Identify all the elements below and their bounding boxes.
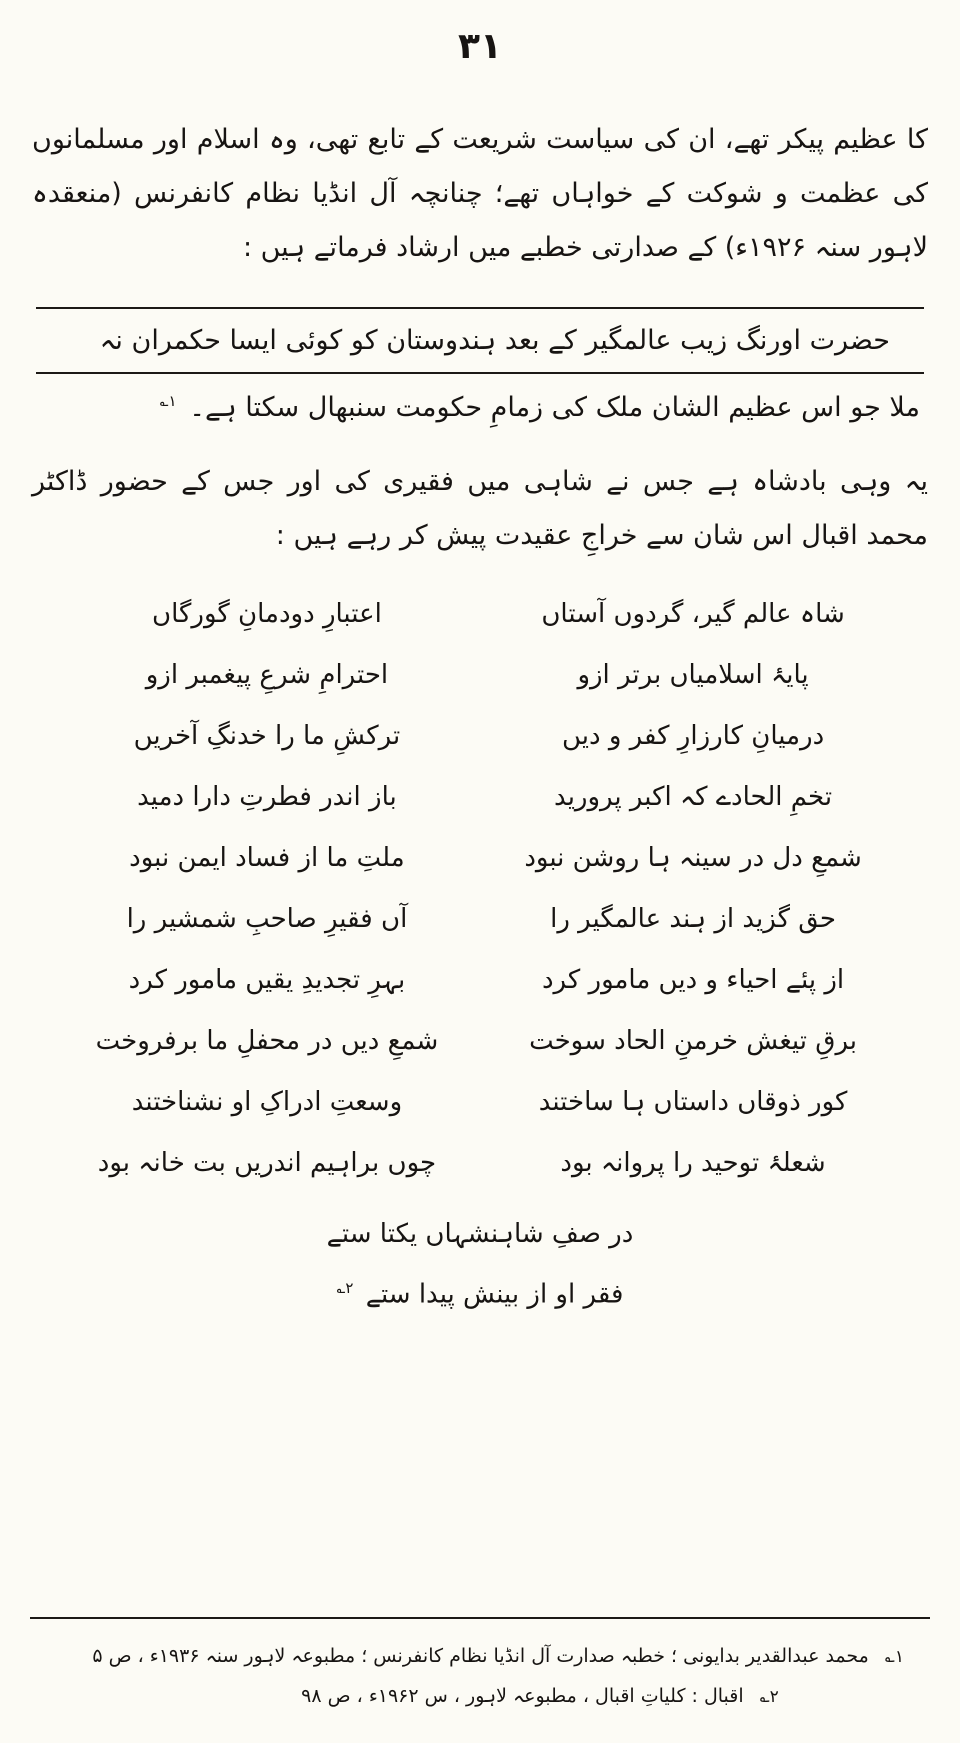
couplet-row xyxy=(78,904,882,934)
hemistich-second: ترکشِ ما را خدنگِ آخریں xyxy=(133,721,401,752)
couplet-row xyxy=(78,599,882,629)
hemistich-first: کور ذوقاں داستاں ہا ساختند xyxy=(538,1087,848,1118)
hemistich-first: از پئے احیاء و دیں مامور کرد xyxy=(541,965,845,996)
couplet-row xyxy=(78,1148,882,1178)
closing-line xyxy=(26,1279,934,1310)
hemistich-first: برقِ تیغش خرمنِ الحاد سوخت xyxy=(529,1026,858,1057)
hemistich-second: بہرِ تجدیدِ یقیں مامور کرد xyxy=(128,965,406,996)
couplet-row xyxy=(78,1026,882,1056)
footnote-separator-line xyxy=(30,1617,930,1619)
footnote-text: اقبال : کلیاتِ اقبال ، مطبوعہ لاہور ، س ۱۹۶۲ء ، ص ۹۸ xyxy=(301,1685,744,1708)
hemistich-second: ملتِ ما از فساد ایمن نبود xyxy=(129,843,405,874)
hemistich-second: وسعتِ ادراکِ او نشناختند xyxy=(131,1087,403,1118)
closing-couplet xyxy=(26,1219,934,1340)
footnote-text: محمد عبدالقدیر بدایونی ؛ خطبہ صدارت آل انڈیا نظام کانفرنس ؛ مطبوعہ لاہور سنہ ۱۹۳۶ء ، ص ۵ xyxy=(92,1645,869,1668)
couplet-row xyxy=(78,782,882,812)
closing-line-text: فقر او از بینش پیدا ستے xyxy=(365,1280,624,1311)
hemistich-second: شمعِ دیں در محفلِ ما برفروخت xyxy=(95,1026,439,1057)
footnote-item xyxy=(26,1637,934,1677)
couplet-row xyxy=(78,660,882,690)
couplet-row xyxy=(78,721,882,751)
hemistich-first: شمعِ دل در سینہ ہا روشن نبود xyxy=(524,843,862,874)
intro-paragraph: کا عظیم پیکر تھے، ان کی سیاست شریعت کے تابع تھی، وہ اسلام اور مسلمانوں کی عظمت و شوکت کے خواہاں تھے؛ چنانچہ آل انڈیا نظام کانفرنس (منعقدہ لاہور سنہ ۱۹۲۶ء) کے صدارتی خطبے میں ارشاد فرماتے ہیں : xyxy=(32,124,928,263)
footnote-reference-1: ۱؎ xyxy=(159,392,177,411)
hemistich-first: شعلۂ توحید را پروانہ بود xyxy=(560,1148,826,1179)
quote-line xyxy=(36,374,924,433)
hemistich-second: آں فقیرِ صاحبِ شمشیر را xyxy=(126,904,408,935)
hemistich-first: تخمِ الحادے کہ اکبر پرورید xyxy=(554,782,833,813)
quote-line-text: ملا جو اس عظیم الشان ملک کی زمامِ حکومت سنبھال سکتا ہے۔ xyxy=(189,392,920,424)
poem-section xyxy=(26,599,934,1209)
footnote-area xyxy=(26,1617,934,1717)
hemistich-first: پایۂ اسلامیاں برتر ازو xyxy=(577,660,809,691)
hemistich-first: درمیانِ کارزارِ کفر و دیں xyxy=(561,721,825,752)
footnote-marker: ۱؎ xyxy=(884,1647,904,1668)
hemistich-second: اعتبارِ دودمانِ گورگاں xyxy=(152,599,382,630)
couplet-row xyxy=(78,843,882,873)
hemistich-first: شاہ عالم گیر، گردوں آستاں xyxy=(541,599,845,630)
footnote-marker: ۲؎ xyxy=(759,1687,779,1708)
page-number: ۳۱ xyxy=(458,26,502,67)
quote-block xyxy=(36,307,924,433)
footnote-reference-2: ۲؎ xyxy=(336,1279,354,1298)
hemistich-first: حق گزید از ہند عالمگیر را xyxy=(550,904,837,935)
hemistich-second: باز اندر فطرتِ دارا دمید xyxy=(137,782,397,813)
quote-line: حضرت اورنگ زیب عالمگیر کے بعد ہندوستان کو کوئی ایسا حکمران نہ xyxy=(36,307,924,374)
hemistich-second: احترامِ شرعِ پیغمبر ازو xyxy=(145,660,389,691)
lead-in-paragraph: یہ وہی بادشاہ ہے جس نے شاہی میں فقیری کی اور جس کے حضور ڈاکٹر محمد اقبال اس شان سے خراجِ عقیدت پیش کر رہے ہیں : xyxy=(32,466,928,552)
hemistich-second: چوں براہیم اندریں بت خانہ بود xyxy=(97,1148,437,1179)
footnote-item xyxy=(26,1677,934,1717)
couplet-row xyxy=(78,1087,882,1117)
couplet-row xyxy=(78,965,882,995)
footnotes-list xyxy=(26,1637,934,1717)
closing-line: در صفِ شاہنشہاں یکتا ستے xyxy=(326,1219,634,1250)
